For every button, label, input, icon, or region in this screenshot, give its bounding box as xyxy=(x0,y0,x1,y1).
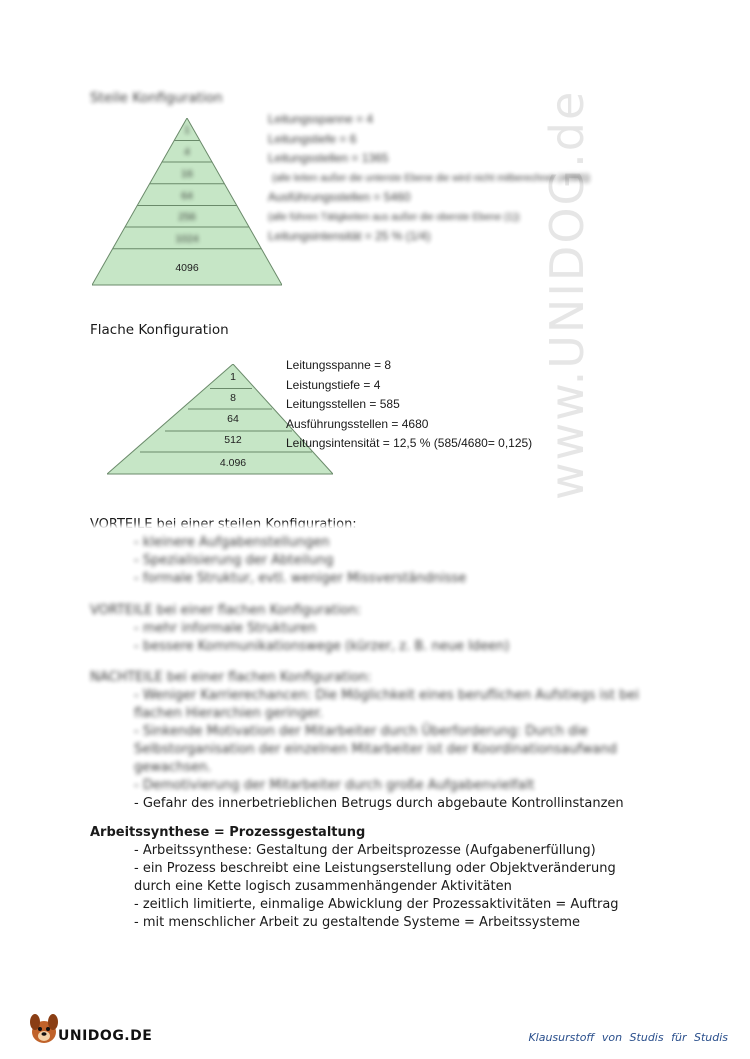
list-item: - ein Prozess beschreibt eine Leistungserstellung oder Objektveränderung xyxy=(134,861,616,876)
flat-config-title: Flache Konfiguration xyxy=(90,322,229,338)
disadvantages-flat-heading: NACHTEILE bei einer flachen Konfiguration: xyxy=(90,670,372,685)
work-synthesis-heading: Arbeitssynthese = Prozessgestaltung xyxy=(90,825,366,840)
advantages-steep-section xyxy=(90,516,690,588)
list-item-continuation: Selbstorganisation der einzelnen Mitarbeiter ist der Koordinationsaufwand xyxy=(134,742,617,757)
flat-stat-line: Leitungsspanne = 8 xyxy=(286,358,392,372)
steep-stat-line: Leitungstiefe = 6 xyxy=(268,131,357,146)
watermark: www.UNIDOG.de xyxy=(540,89,594,500)
steep-stat-line: Leitungsintensität = 25 % (1/4) xyxy=(268,229,431,243)
list-item: - Gefahr des innerbetrieblichen Betrugs durch abgebaute Kontrollinstanzen xyxy=(134,796,624,811)
list-item: - Sinkende Motivation der Mitarbeiter durch Überforderung: Durch die xyxy=(134,724,588,739)
flat-level-label: 64 xyxy=(227,413,239,425)
steep-level-label: 4 xyxy=(184,146,190,158)
flat-stat-line: Leitungsstellen = 585 xyxy=(286,397,400,411)
flat-level-label: 512 xyxy=(224,434,242,446)
list-item-continuation: gewachsen. xyxy=(134,760,212,775)
unidog-logo-text: UNIDOG.DE xyxy=(58,1028,153,1044)
steep-level-label: 16 xyxy=(181,168,193,180)
steep-stat-line: Leitungsspanne = 4 xyxy=(268,112,374,126)
steep-level-label: 1 xyxy=(184,124,190,136)
list-item: - zeitlich limitierte, einmalige Abwicklung der Prozessaktivitäten = Auftrag xyxy=(134,897,619,912)
list-item: - Demotivierung der Mitarbeiter durch große Aufgabenvielfalt xyxy=(134,778,535,793)
list-item-continuation: durch eine Kette logisch zusammenhängender Aktivitäten xyxy=(134,879,512,894)
list-item: - formale Struktur, evtl. weniger Missverständnisse xyxy=(134,571,467,586)
work-synthesis-section xyxy=(90,824,690,932)
steep-pyramid xyxy=(92,118,282,288)
footer-tagline: Klausurstoff von Studis für Studis xyxy=(528,1031,728,1044)
list-item: - mit menschlicher Arbeit zu gestaltende Systeme = Arbeitssysteme xyxy=(134,915,581,930)
advantages-flat-section xyxy=(90,602,690,656)
unidog-logo[interactable] xyxy=(24,1008,154,1048)
disadvantages-flat-section xyxy=(90,669,690,813)
list-item-continuation: flachen Hierarchien geringer. xyxy=(134,706,324,721)
list-item: - kleinere Aufgabenstellungen xyxy=(134,535,330,550)
steep-level-label: 1024 xyxy=(175,233,199,245)
steep-level-label: 256 xyxy=(178,211,196,223)
steep-stat-line: Leitungsstellen = 1365 xyxy=(268,151,389,165)
steep-config-title: Steile Konfiguration xyxy=(90,90,223,106)
flat-stats xyxy=(286,356,532,454)
list-item: - Arbeitssynthese: Gestaltung der Arbeitsprozesse (Aufgabenerfüllung) xyxy=(134,843,596,858)
list-item: - mehr informale Strukturen xyxy=(134,621,317,636)
list-item: - bessere Kommunikationswege (kürzer, z. B. neue Ideen) xyxy=(134,639,510,654)
flat-stat-line: Ausführungsstellen = 4680 xyxy=(286,416,429,431)
flat-level-label: 8 xyxy=(230,392,236,404)
steep-stat-note: (alle leiten außer die unterste Ebene die wird nicht mitberechnet (4096)) xyxy=(272,172,590,184)
steep-level-label: 4096 xyxy=(175,262,199,274)
advantages-flat-heading: VORTEILE bei einer flachen Konfiguration: xyxy=(90,603,362,618)
steep-stat-line: Ausführungsstellen = 5460 xyxy=(268,190,411,204)
steep-stat-note: (alle führen Tätigkeiten aus außer die oberste Ebene (1)) xyxy=(268,211,520,223)
list-item: - Weniger Karrierechancen: Die Möglichkeit eines beruflichen Aufstiegs ist bei xyxy=(134,688,640,703)
flat-level-label: 4.096 xyxy=(219,457,247,469)
flat-stat-line: Leitungsintensität = 12,5 % (585/4680= 0,125) xyxy=(286,436,533,450)
flat-level-label: 1 xyxy=(230,371,236,383)
steep-level-label: 64 xyxy=(181,190,193,202)
flat-stat-line: Leistungstiefe = 4 xyxy=(286,377,381,392)
steep-stats xyxy=(268,110,590,247)
list-item: - Spezialisierung der Abteilung xyxy=(134,553,334,568)
